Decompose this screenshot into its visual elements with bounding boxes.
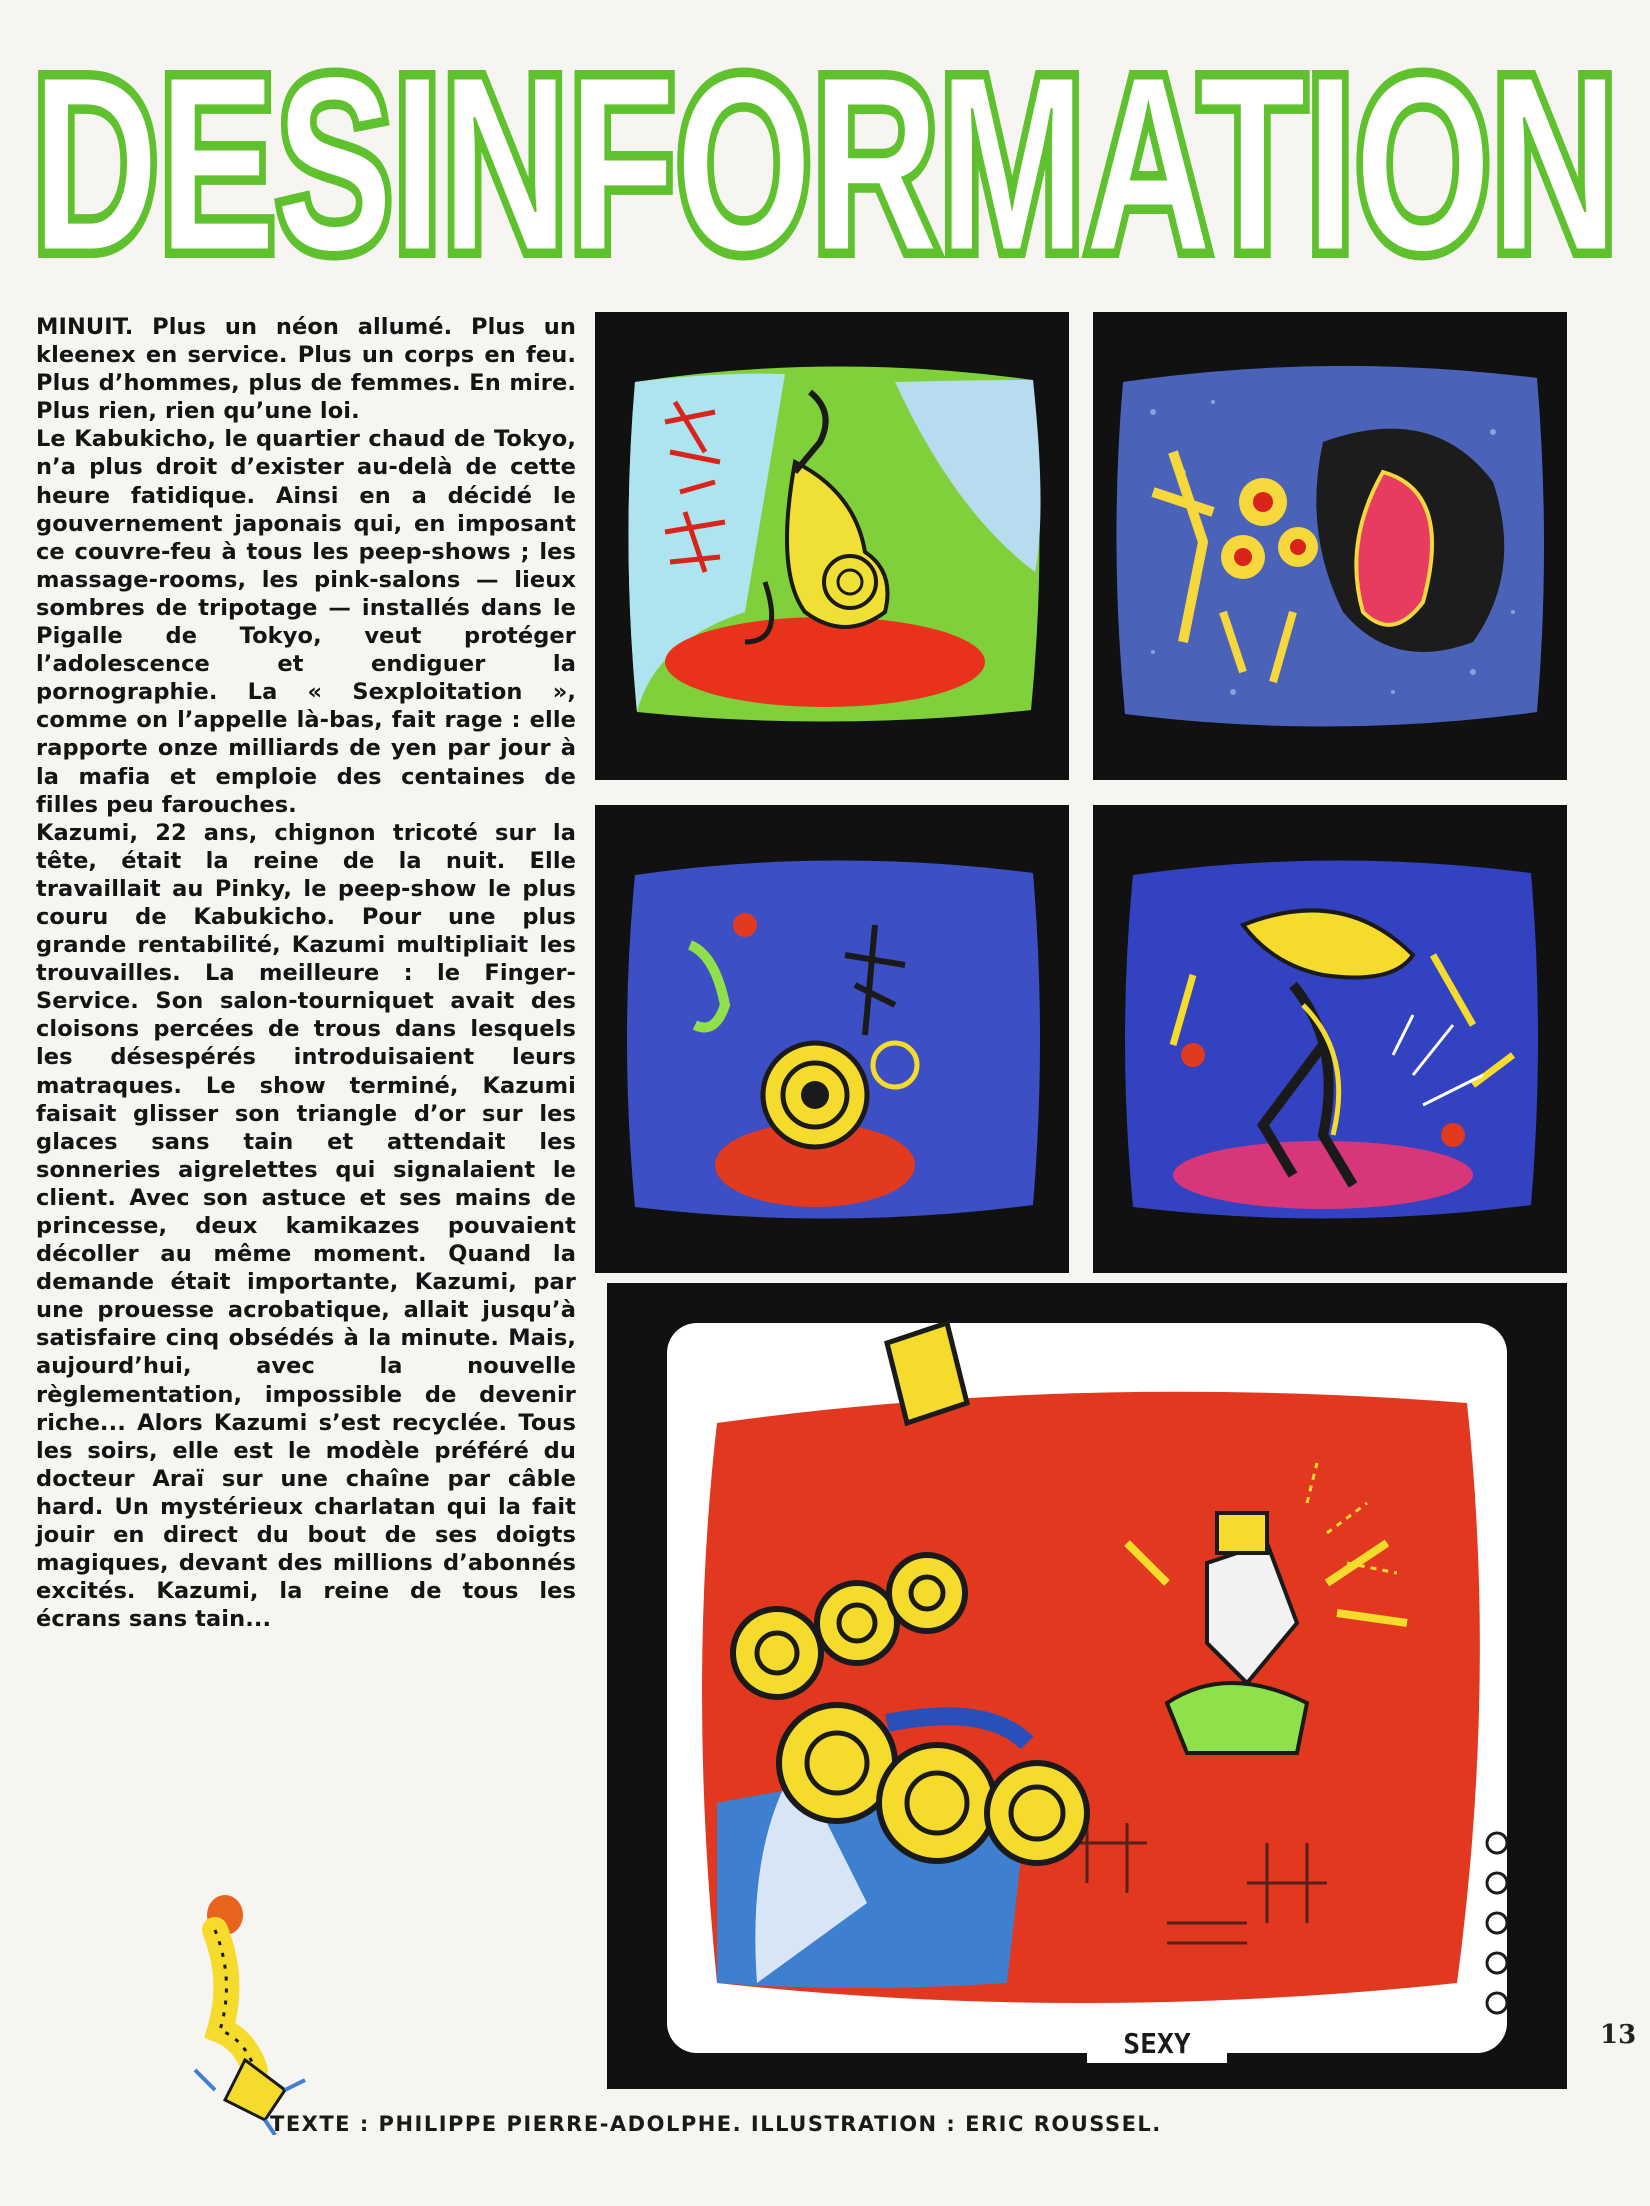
paragraph-kabukicho: Le Kabukicho, le quartier chaud de Tokyo, n’a plus droit d’exister au-delà de cette heure fatidique. Ainsi en a décidé le gouvernement japonais qui, en imposant ce couvre-feu à tous les peep-shows ; les massage-rooms, les pink-salons — lieux sombres de tripotage — installés dans le Pigalle de Tokyo, veut protéger l’adolescence et endiguer la pornographie. La « Sexploitation », comme on l’appelle là-bas, fait rage : elle rapporte onze milliards de yen par jour à la mafia et emploie des centaines de filles peu farouches. bbox=[36, 426, 576, 818]
mascot-illustration bbox=[175, 1890, 310, 2135]
page-title bbox=[22, 12, 1628, 292]
tv-screen-blue-coils bbox=[595, 805, 1069, 1273]
tv-screen-speckled-figures bbox=[1093, 312, 1567, 780]
page-number: 13 bbox=[1600, 2020, 1637, 2050]
article-body bbox=[36, 313, 576, 1633]
illustration-panel-4 bbox=[1093, 805, 1567, 1273]
tv-screen-blue-dancer bbox=[1093, 805, 1567, 1273]
tv-caption: SEXY bbox=[1123, 2027, 1191, 2060]
credits-line: TEXTE : PHILIPPE PIERRE-ADOLPHE. ILLUSTRATION : ERIC ROUSSEL. bbox=[270, 2112, 1162, 2136]
title-inline-stroke: DESINFORMATION bbox=[32, 24, 1618, 292]
tv-screen-red-scene bbox=[607, 1283, 1567, 2089]
illustration-panel-2 bbox=[1093, 312, 1567, 780]
tv-screen-green-figure bbox=[595, 312, 1069, 780]
illustration-panel-1 bbox=[595, 312, 1069, 780]
paragraph-kazumi: Kazumi, 22 ans, chignon tricoté sur la tête, était la reine de la nuit. Elle travaillait au Pinky, le peep-show le plus couru de Kabukicho. Pour une plus grande rentabilité, Kazumi multipliait les trouvailles. La meilleure : le Finger-Service. Son salon-tourniquet avait des cloisons percées de trous dans lesquels les désespérés introduisaient leurs matraques. Le show terminé, Kazumi faisait glisser son triangle d’or sur les glaces sans tain et attendait les sonneries aigrelettes qui signalaient le client. Avec son astuce et ses mains de princesse, deux kamikazes pouvaient décoller au même moment. Quand la demande était importante, Kazumi, par une prouesse acrobatique, allait jusqu’à satisfaire cinq obsédés à la minute. Mais, aujourd’hui, avec la nouvelle règlementation, impossible de devenir riche... Alors Kazumi s’est recyclée. Tous les soirs, elle est le modèle préféré du docteur Araï sur une chaîne par câble hard. Un mystérieux charlatan qui la fait jouir en direct du bout de ses doigts magiques, devant des millions d’abonnés excités. Kazumi, la reine de tous les écrans sans tain... bbox=[36, 819, 576, 1633]
title-text: DESINFORMATION bbox=[32, 24, 1618, 292]
illustration-panel-5 bbox=[607, 1283, 1567, 2089]
paragraph-intro: MINUIT. Plus un néon allumé. Plus un kleenex en service. Plus un corps en feu. Plus d’hommes, plus de femmes. En mire. Plus rien, rien qu’une loi. bbox=[36, 314, 576, 425]
illustration-panel-3 bbox=[595, 805, 1069, 1273]
